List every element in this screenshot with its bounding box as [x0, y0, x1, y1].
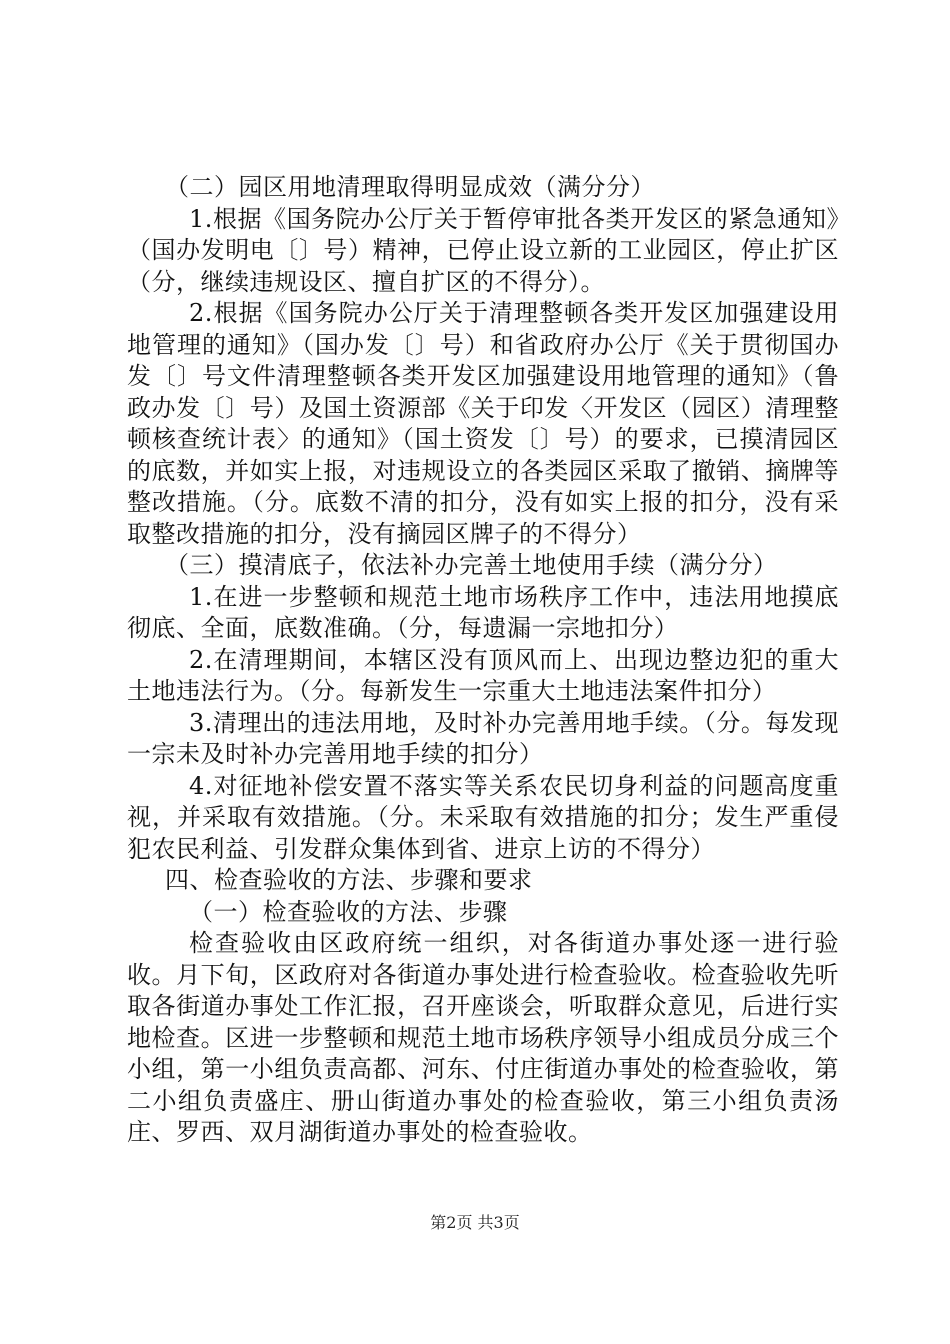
paragraph-item-4-compensation: 4.对征地补偿安置不落实等关系农民切身利益的问题高度重视，并采取有效措施。（分。未采取有效措施的扣分；发生严重侵犯农民利益、引发群众集体到省、进京上访的不得分） [127, 771, 839, 863]
paragraph-inspection-details: 检查验收由区政府统一组织，对各街道办事处逐一进行验收。月下旬，区政府对各街道办事处进行检查验收。检查验收先听取各街道办事处工作汇报，召开座谈会，听取群众意见，后进行实地检查。区进一步整顿和规范土地市场秩序领导小组成员分成三个小组，第一小组负责高都、河东、付庄街道办事处的检查验收，第二小组负责盛庄、册山街道办事处的检查验收，第三小组负责汤庄、罗西、双月湖街道办事处的检查验收。 [127, 929, 839, 1146]
section-heading-land-procedures: （三）摸清底子，依法补办完善土地使用手续（满分分） [165, 551, 778, 579]
paragraph-item-2-violations: 2.在清理期间，本辖区没有顶风而上、出现边整边犯的重大土地违法行为。（分。每新发生一宗重大土地违法案件扣分） [127, 645, 839, 705]
section-heading-park-land: （二）园区用地清理取得明显成效（满分分） [165, 173, 655, 201]
chapter-heading-inspection: 四、检查验收的方法、步骤和要求 [165, 866, 533, 894]
paragraph-item-1-survey: 1.在进一步整顿和规范土地市场秩序工作中，违法用地摸底彻底、全面，底数准确。（分，每遗漏一宗地扣分） [127, 582, 839, 642]
paragraph-item-2-rectification: 2.根据《国务院办公厅关于清理整顿各类开发区加强建设用地管理的通知》（国办发〔〕号）和省政府办公厅《关于贯彻国办发〔〕号文件清理整顿各类开发区加强建设用地管理的通知》（鲁政办发〔〕号）及国土资源部《关于印发〈开发区（园区）清理整顿核查统计表〉的通知》（国土资发〔〕号）的要求，已摸清园区的底数，并如实上报，对违规设立的各类园区采取了撤销、摘牌等整改措施。（分。底数不清的扣分，没有如实上报的扣分，没有采取整改措施的扣分，没有摘园区牌子的不得分） [127, 299, 839, 548]
section-heading-inspection-method: （一）检查验收的方法、步骤 [189, 897, 508, 926]
page-number-footer: 第2页 共3页 [430, 1213, 520, 1232]
paragraph-item-3-supplement: 3.清理出的违法用地，及时补办完善用地手续。（分。每发现一宗未及时补办完善用地手续的扣分） [127, 708, 839, 768]
document-body [127, 172, 839, 1149]
paragraph-item-1-urgent-notice: 1.根据《国务院办公厅关于暂停审批各类开发区的紧急通知》（国办发明电〔〕号）精神，已停止设立新的工业园区，停止扩区（分，继续违规设区、擅自扩区的不得分）。 [127, 204, 839, 296]
